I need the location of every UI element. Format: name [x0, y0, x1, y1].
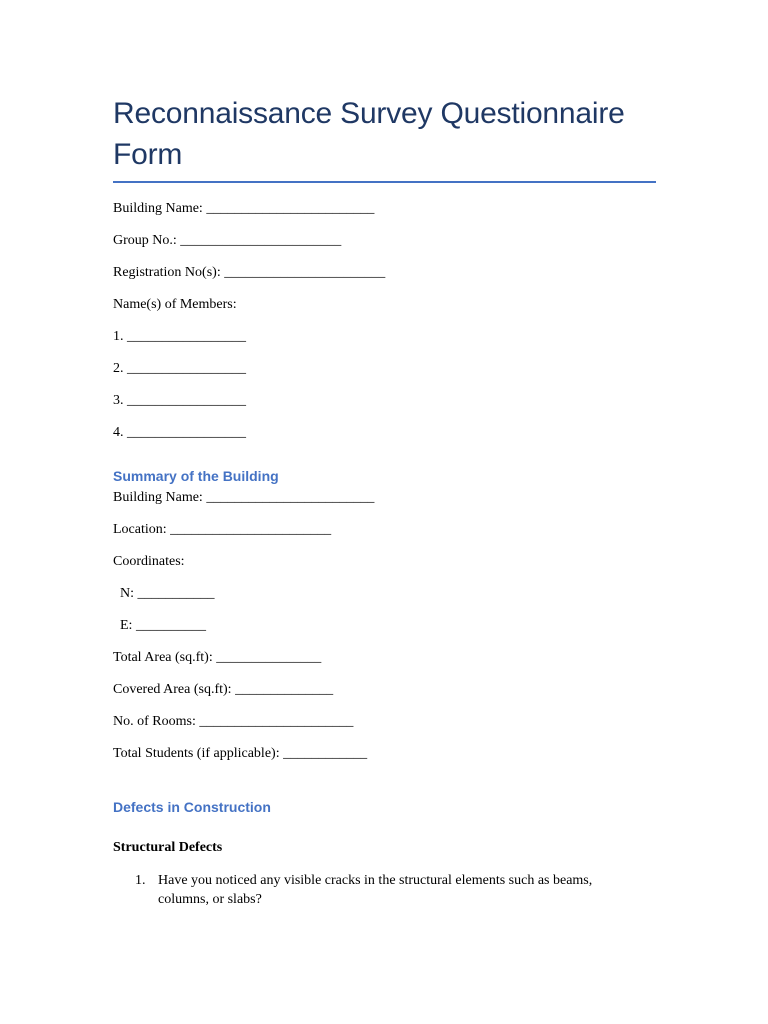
coordinate-e-field: E: __________ — [113, 618, 206, 633]
summary-heading: Summary of the Building — [113, 468, 279, 484]
member-1-field: 1. _________________ — [113, 329, 246, 344]
location-field: Location: _______________________ — [113, 522, 332, 537]
title-divider — [113, 181, 656, 183]
total-area-field: Total Area (sq.ft): _______________ — [113, 650, 322, 665]
question-item — [113, 871, 658, 909]
building-name-field: Building Name: ________________________ — [113, 201, 375, 216]
header-fields — [113, 200, 658, 456]
defects-heading: Defects in Construction — [113, 799, 271, 815]
member-2-field: 2. _________________ — [113, 361, 246, 376]
members-label: Name(s) of Members: — [113, 297, 237, 312]
total-students-field: Total Students (if applicable): ____________ — [113, 746, 368, 761]
covered-area-field: Covered Area (sq.ft): ______________ — [113, 682, 334, 697]
question-list — [113, 871, 658, 909]
registration-no-field: Registration No(s): _______________________ — [113, 265, 386, 280]
form-page — [113, 93, 658, 909]
question-number: 1. — [135, 873, 146, 888]
page-title: Reconnaissance Survey Questionnaire Form — [113, 97, 625, 171]
summary-building-name-field: Building Name: ________________________ — [113, 490, 375, 505]
question-text: Have you noticed any visible cracks in the structural elements such as beams, columns, or slabs? — [158, 873, 593, 907]
coordinate-n-field: N: ___________ — [113, 586, 215, 601]
member-4-field: 4. _________________ — [113, 425, 246, 440]
group-no-field: Group No.: _______________________ — [113, 233, 342, 248]
member-3-field: 3. _________________ — [113, 393, 246, 408]
summary-fields — [113, 489, 658, 777]
rooms-field: No. of Rooms: ______________________ — [113, 714, 354, 729]
coordinates-label: Coordinates: — [113, 554, 185, 569]
structural-defects-subheading: Structural Defects — [113, 840, 223, 855]
